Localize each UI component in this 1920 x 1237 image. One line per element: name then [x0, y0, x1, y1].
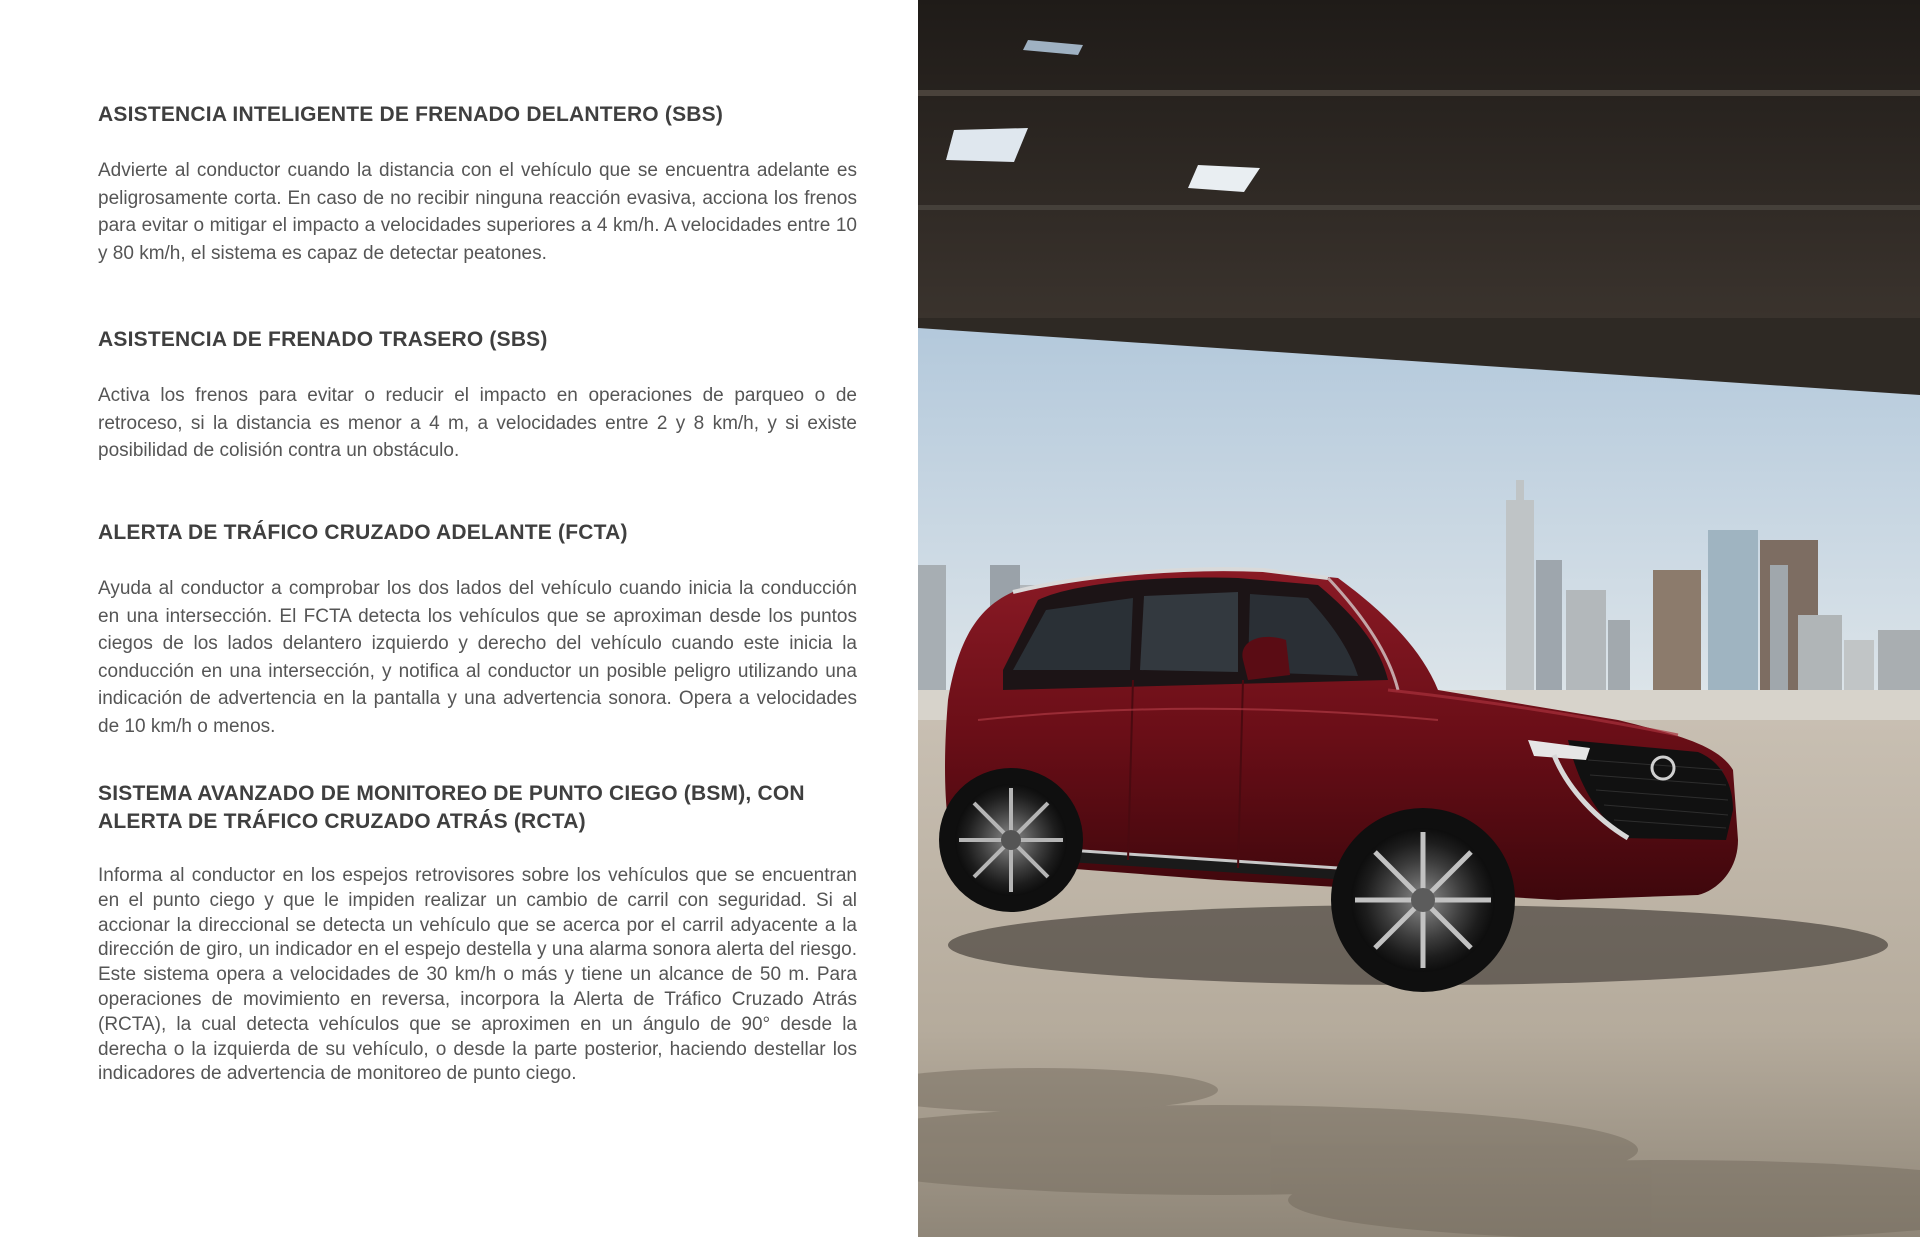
section-title: ALERTA DE TRÁFICO CRUZADO ADELANTE (FCTA) [98, 521, 628, 544]
rear-wheel [939, 768, 1083, 912]
front-wheel [1331, 808, 1515, 992]
section-body: Ayuda al conductor a comprobar los dos lados del vehículo cuando inicia la conducción en una intersección. El FCTA detecta los vehículos que se aproximan desde los puntos ciegos de los lados delantero izquierdo y derecho del vehículo cuando este inicia la conducción en una intersección, y notifica al conductor un posible peligro utilizando una indicación de advertencia en la pantalla y una advertencia sonora. Opera a velocidades de 10 km/h o menos. [98, 578, 857, 737]
section-body: Informa al conductor en los espejos retrovisores sobre los vehículos que se encuentran en el punto ciego y que le impiden realizar un cambio de carril con seguridad. Si al accionar la direccional se detecta un vehículo que se acerca por el carril adyacente a la dirección de giro, un indicador en el espejo destella y una alarma sonora alerta del riesgo. Este sistema opera a velocidades de 30 km/h o más y tiene un alcance de 50 m. Para operaciones de movimiento en reversa, incorpora la Alerta de Tráfico Cruzado Atrás (RCTA), la cual detecta vehículos que se aproximen en un ángulo de 90° desde la derecha o la izquierda de su vehículo, o desde la parte posterior, haciendo destellar los indicadores de advertencia de monitoreo de punto ciego. [98, 865, 857, 1085]
section-title: SISTEMA AVANZADO DE MONITOREO DE PUNTO CIEGO (BSM), CON ALERTA DE TRÁFICO CRUZADO ATRÁS (RCTA) [98, 782, 805, 833]
section-body: Activa los frenos para evitar o reducir el impacto en operaciones de parqueo o de retroceso, si la distancia es menor a 4 m, a velocidades entre 2 y 8 km/h, y si existe posibilidad de colisión contra un obstáculo. [98, 385, 857, 461]
car-photo-illustration [918, 0, 1920, 1237]
section-title: ASISTENCIA DE FRENADO TRASERO (SBS) [98, 328, 548, 351]
section-blind-spot-monitoring [98, 780, 857, 1087]
section-front-cross-traffic [98, 519, 857, 740]
car-photo [918, 0, 1920, 1237]
section-title: ASISTENCIA INTELIGENTE DE FRENADO DELANTERO (SBS) [98, 103, 724, 126]
section-rear-braking [98, 326, 857, 465]
section-front-braking [98, 101, 857, 267]
section-body: Advierte al conductor cuando la distancia con el vehículo que se encuentra adelante es peligrosamente corta. En caso de no recibir ninguna reacción evasiva, acciona los frenos para evitar o mitigar el impacto a velocidades superiores a 4 km/h. A velocidades entre 10 y 80 km/h, el sistema es capaz de detectar peatones. [98, 160, 857, 264]
text-column [0, 0, 918, 1237]
overpass-bridge [918, 0, 1920, 395]
